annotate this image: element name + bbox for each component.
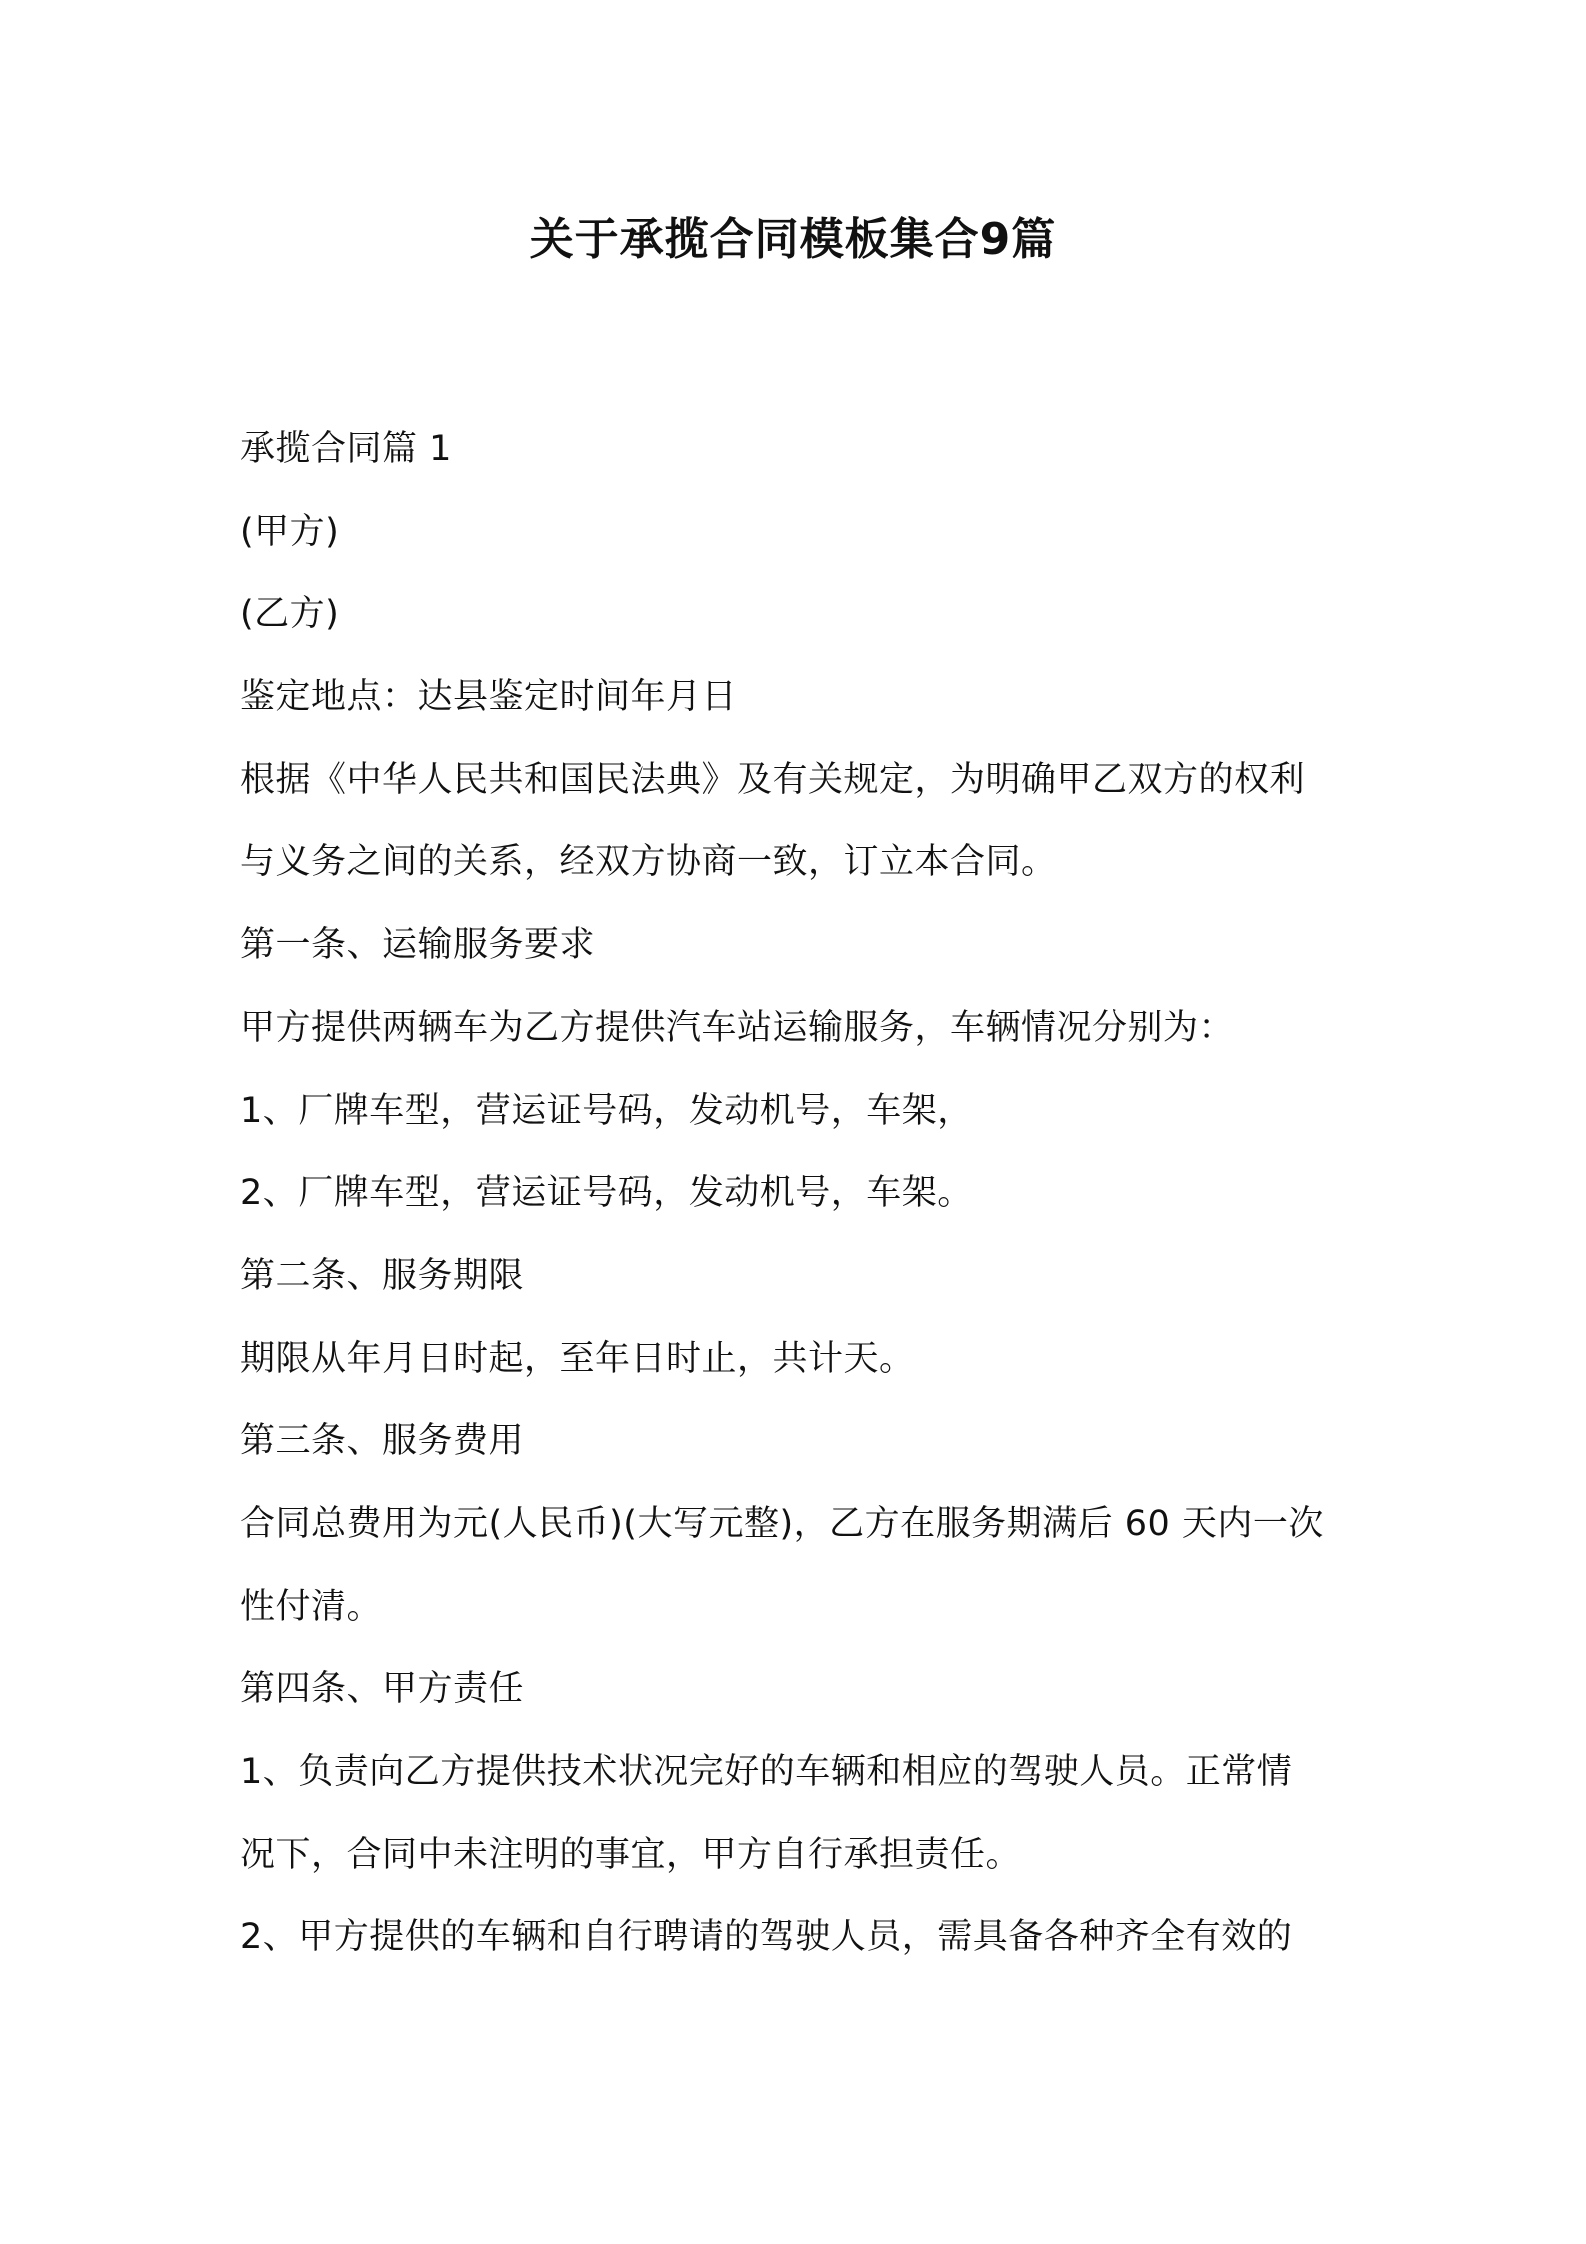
list-item: 2、厂牌车型，营运证号码，发动机号，车架。 bbox=[240, 1173, 973, 1214]
paragraph-line: 况下，合同中未注明的事宜，甲方自行承担责任。 bbox=[240, 1834, 1022, 1875]
paragraph-line: 合同总费用为元(人民币)(大写元整)，乙方在服务期满后 60 天内一次 bbox=[240, 1503, 1324, 1544]
paragraph-line: 性付清。 bbox=[240, 1586, 383, 1627]
paragraph-line: 根据《中华人民共和国民法典》及有关规定，为明确甲乙双方的权利 bbox=[240, 759, 1306, 800]
list-item: 1、厂牌车型，营运证号码，发动机号，车架， bbox=[240, 1090, 973, 1131]
article-heading: 第三条、服务费用 bbox=[240, 1421, 525, 1462]
party-b-line: (乙方) bbox=[240, 594, 340, 635]
list-item: 1、负责向乙方提供技术状况完好的车辆和相应的驾驶人员。正常情 bbox=[240, 1752, 1293, 1792]
article-heading: 第四条、甲方责任 bbox=[240, 1669, 525, 1710]
party-a-line: (甲方) bbox=[240, 511, 340, 552]
document-body bbox=[240, 408, 1360, 1979]
location-date-line: 鉴定地点：达县鉴定时间年月日 bbox=[240, 677, 738, 718]
article-heading: 第一条、运输服务要求 bbox=[240, 925, 596, 966]
list-item: 2、甲方提供的车辆和自行聘请的驾驶人员，需具备各种齐全有效的 bbox=[240, 1917, 1293, 1958]
paragraph-line: 与义务之间的关系，经双方协商一致，订立本合同。 bbox=[240, 842, 1057, 883]
document-title: 关于承揽合同模板集合9篇 bbox=[529, 214, 1057, 265]
article-heading: 第二条、服务期限 bbox=[240, 1255, 525, 1296]
section-heading: 承揽合同篇 1 bbox=[240, 429, 452, 469]
paragraph-line: 期限从年月日时起，至年日时止，共计天。 bbox=[240, 1338, 915, 1379]
paragraph-line: 甲方提供两辆车为乙方提供汽车站运输服务，车辆情况分别为： bbox=[240, 1007, 1235, 1048]
